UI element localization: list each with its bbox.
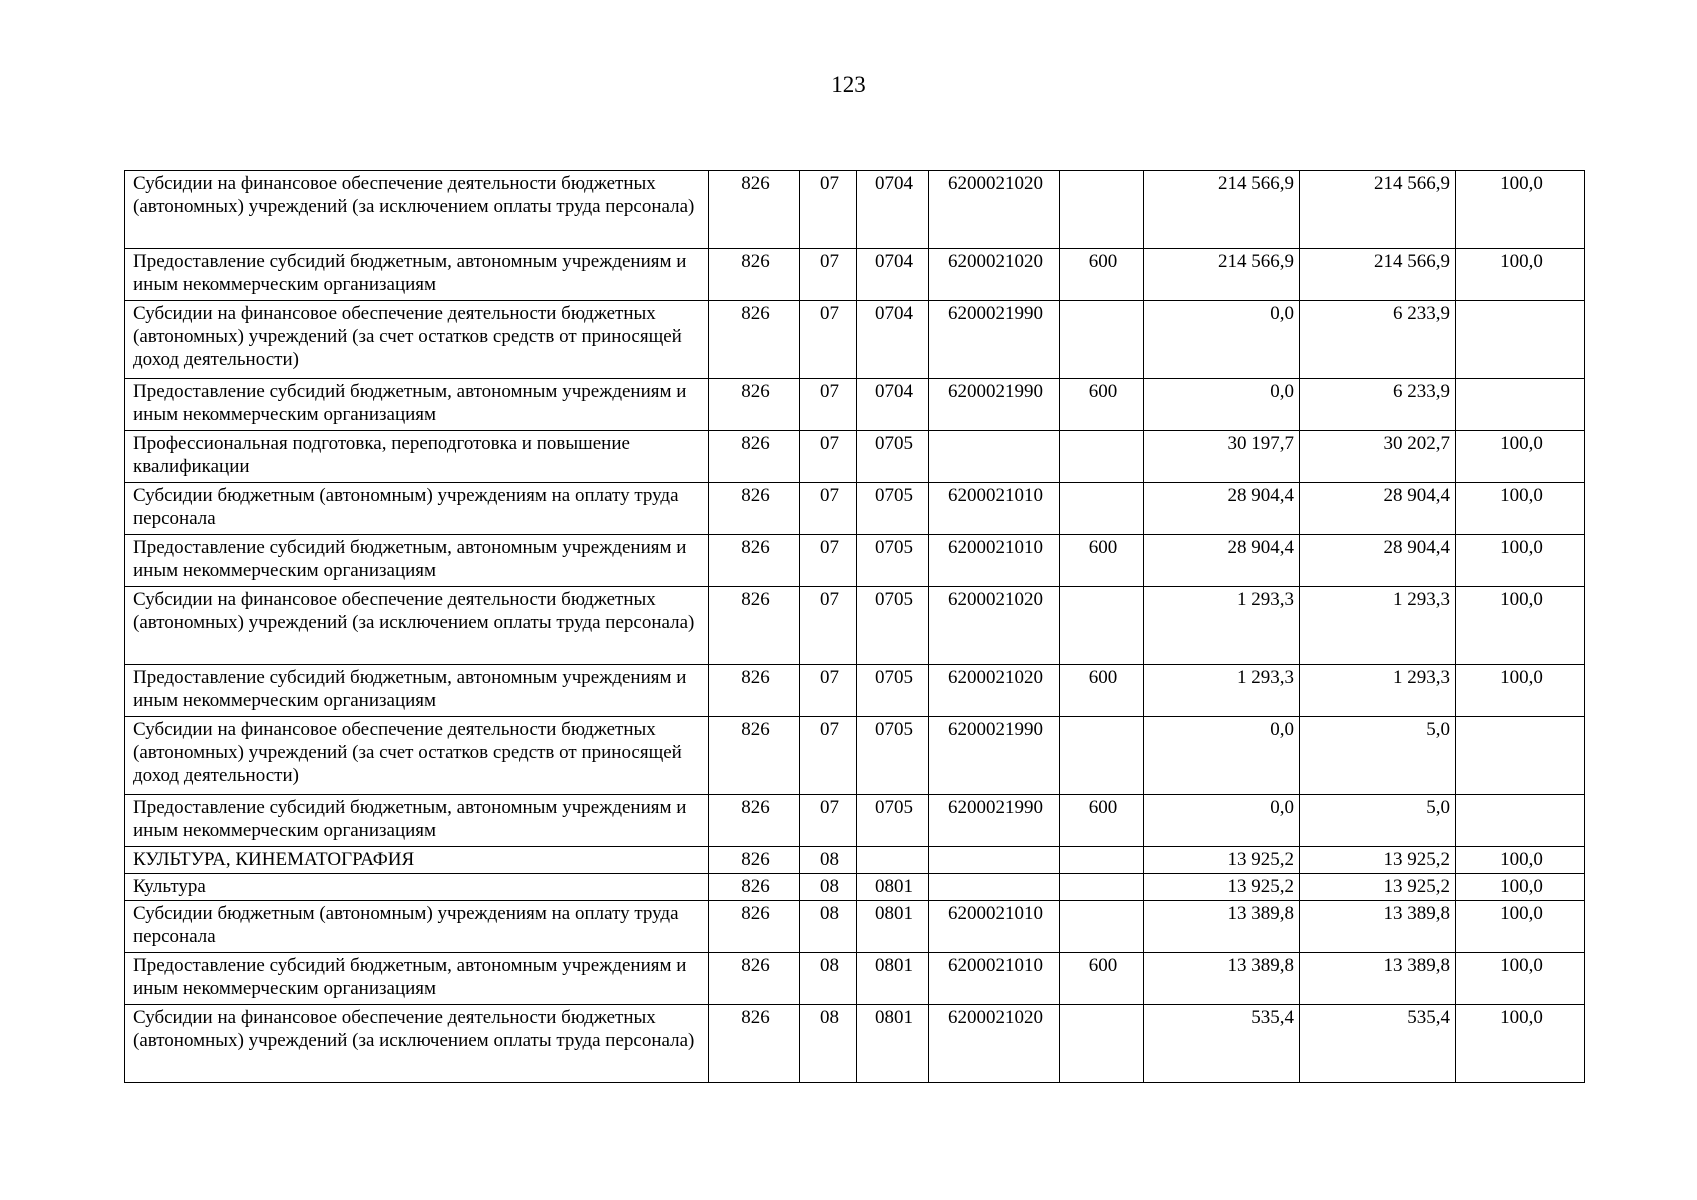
cell-rz: 07	[800, 249, 857, 301]
cell-pr: 0705	[857, 587, 929, 665]
cell-fact: 535,4	[1300, 1005, 1456, 1083]
cell-pct	[1456, 301, 1585, 379]
cell-pr: 0801	[857, 901, 929, 953]
table-row	[125, 249, 1585, 301]
cell-fact: 5,0	[1300, 717, 1456, 795]
cell-name: Предоставление субсидий бюджетным, автономным учреждениям и иным некоммерческим организациям	[125, 379, 709, 431]
cell-plan: 13 389,8	[1144, 953, 1300, 1005]
cell-rz: 07	[800, 431, 857, 483]
cell-ved: 826	[709, 483, 800, 535]
cell-pr: 0705	[857, 717, 929, 795]
cell-name: КУЛЬТУРА, КИНЕМАТОГРАФИЯ	[125, 847, 709, 874]
cell-plan: 535,4	[1144, 1005, 1300, 1083]
cell-pr: 0801	[857, 1005, 929, 1083]
cell-pct: 100,0	[1456, 953, 1585, 1005]
cell-vr	[1060, 171, 1144, 249]
cell-ved: 826	[709, 665, 800, 717]
cell-name: Субсидии на финансовое обеспечение деятельности бюджетных (автономных) учреждений (за исключением оплаты труда персонала)	[125, 587, 709, 665]
cell-rz: 07	[800, 587, 857, 665]
cell-pct: 100,0	[1456, 249, 1585, 301]
cell-ved: 826	[709, 249, 800, 301]
cell-plan: 28 904,4	[1144, 535, 1300, 587]
cell-ved: 826	[709, 901, 800, 953]
table-row	[125, 665, 1585, 717]
cell-name: Предоставление субсидий бюджетным, автономным учреждениям и иным некоммерческим организациям	[125, 535, 709, 587]
cell-pct	[1456, 795, 1585, 847]
cell-rz: 07	[800, 717, 857, 795]
cell-csr: 6200021010	[929, 953, 1060, 1005]
cell-pr: 0705	[857, 483, 929, 535]
cell-csr: 6200021010	[929, 535, 1060, 587]
table-row	[125, 587, 1585, 665]
cell-plan: 30 197,7	[1144, 431, 1300, 483]
cell-ved: 826	[709, 1005, 800, 1083]
cell-fact: 6 233,9	[1300, 379, 1456, 431]
cell-pct: 100,0	[1456, 535, 1585, 587]
cell-pct	[1456, 379, 1585, 431]
cell-rz: 07	[800, 665, 857, 717]
cell-pct: 100,0	[1456, 431, 1585, 483]
cell-fact: 13 389,8	[1300, 953, 1456, 1005]
cell-vr	[1060, 717, 1144, 795]
cell-vr: 600	[1060, 953, 1144, 1005]
cell-pct: 100,0	[1456, 874, 1585, 901]
cell-pct: 100,0	[1456, 587, 1585, 665]
cell-vr	[1060, 483, 1144, 535]
cell-csr: 6200021020	[929, 1005, 1060, 1083]
cell-ved: 826	[709, 717, 800, 795]
cell-plan: 28 904,4	[1144, 483, 1300, 535]
cell-pr: 0705	[857, 431, 929, 483]
cell-plan: 13 925,2	[1144, 874, 1300, 901]
cell-name: Профессиональная подготовка, переподготовка и повышение квалификации	[125, 431, 709, 483]
page-number: 123	[831, 72, 866, 97]
cell-fact: 214 566,9	[1300, 171, 1456, 249]
cell-plan: 214 566,9	[1144, 249, 1300, 301]
budget-table	[124, 170, 1585, 1083]
cell-csr: 6200021020	[929, 171, 1060, 249]
table-row	[125, 301, 1585, 379]
cell-plan: 214 566,9	[1144, 171, 1300, 249]
cell-vr	[1060, 587, 1144, 665]
cell-ved: 826	[709, 171, 800, 249]
table-row	[125, 847, 1585, 874]
cell-ved: 826	[709, 847, 800, 874]
cell-pct: 100,0	[1456, 171, 1585, 249]
cell-rz: 07	[800, 301, 857, 379]
cell-pr: 0705	[857, 795, 929, 847]
table-row	[125, 379, 1585, 431]
cell-vr	[1060, 874, 1144, 901]
cell-pr: 0705	[857, 665, 929, 717]
cell-ved: 826	[709, 379, 800, 431]
cell-rz: 08	[800, 874, 857, 901]
cell-pr: 0801	[857, 874, 929, 901]
cell-ved: 826	[709, 874, 800, 901]
cell-rz: 08	[800, 953, 857, 1005]
cell-csr	[929, 874, 1060, 901]
cell-rz: 07	[800, 171, 857, 249]
table-row	[125, 874, 1585, 901]
cell-name: Субсидии на финансовое обеспечение деятельности бюджетных (автономных) учреждений (за счет остатков средств от приносящей доход деятельности)	[125, 301, 709, 379]
table-row	[125, 717, 1585, 795]
cell-ved: 826	[709, 535, 800, 587]
cell-plan: 1 293,3	[1144, 587, 1300, 665]
cell-pr: 0704	[857, 171, 929, 249]
cell-vr	[1060, 1005, 1144, 1083]
cell-ved: 826	[709, 953, 800, 1005]
cell-pct	[1456, 717, 1585, 795]
cell-csr: 6200021990	[929, 379, 1060, 431]
cell-csr: 6200021010	[929, 483, 1060, 535]
cell-name: Предоставление субсидий бюджетным, автономным учреждениям и иным некоммерческим организациям	[125, 249, 709, 301]
cell-fact: 28 904,4	[1300, 535, 1456, 587]
cell-pr	[857, 847, 929, 874]
cell-name: Предоставление субсидий бюджетным, автономным учреждениям и иным некоммерческим организациям	[125, 665, 709, 717]
cell-plan: 13 925,2	[1144, 847, 1300, 874]
cell-fact: 30 202,7	[1300, 431, 1456, 483]
cell-plan: 1 293,3	[1144, 665, 1300, 717]
cell-pct: 100,0	[1456, 847, 1585, 874]
cell-csr: 6200021990	[929, 717, 1060, 795]
cell-ved: 826	[709, 587, 800, 665]
cell-pct: 100,0	[1456, 901, 1585, 953]
cell-fact: 1 293,3	[1300, 587, 1456, 665]
table-row	[125, 483, 1585, 535]
cell-pr: 0704	[857, 249, 929, 301]
cell-csr: 6200021010	[929, 901, 1060, 953]
cell-vr: 600	[1060, 249, 1144, 301]
cell-csr: 6200021020	[929, 587, 1060, 665]
cell-vr	[1060, 431, 1144, 483]
cell-pr: 0705	[857, 535, 929, 587]
cell-name: Субсидии на финансовое обеспечение деятельности бюджетных (автономных) учреждений (за исключением оплаты труда персонала)	[125, 1005, 709, 1083]
table-row	[125, 171, 1585, 249]
cell-name: Субсидии бюджетным (автономным) учреждениям на оплату труда персонала	[125, 901, 709, 953]
cell-rz: 08	[800, 1005, 857, 1083]
cell-csr	[929, 847, 1060, 874]
cell-rz: 07	[800, 379, 857, 431]
cell-csr	[929, 431, 1060, 483]
cell-rz: 07	[800, 483, 857, 535]
cell-csr: 6200021020	[929, 249, 1060, 301]
cell-fact: 13 925,2	[1300, 847, 1456, 874]
table-row	[125, 953, 1585, 1005]
cell-plan: 0,0	[1144, 795, 1300, 847]
cell-vr: 600	[1060, 535, 1144, 587]
cell-rz: 08	[800, 901, 857, 953]
cell-rz: 07	[800, 795, 857, 847]
cell-fact: 13 389,8	[1300, 901, 1456, 953]
cell-fact: 28 904,4	[1300, 483, 1456, 535]
cell-ved: 826	[709, 301, 800, 379]
cell-plan: 0,0	[1144, 379, 1300, 431]
cell-name: Субсидии на финансовое обеспечение деятельности бюджетных (автономных) учреждений (за счет остатков средств от приносящей доход деятельности)	[125, 717, 709, 795]
table-row	[125, 795, 1585, 847]
cell-fact: 5,0	[1300, 795, 1456, 847]
cell-plan: 13 389,8	[1144, 901, 1300, 953]
cell-csr: 6200021990	[929, 795, 1060, 847]
cell-vr	[1060, 847, 1144, 874]
cell-vr: 600	[1060, 795, 1144, 847]
cell-csr: 6200021020	[929, 665, 1060, 717]
cell-pct: 100,0	[1456, 1005, 1585, 1083]
cell-name: Субсидии на финансовое обеспечение деятельности бюджетных (автономных) учреждений (за исключением оплаты труда персонала)	[125, 171, 709, 249]
cell-pct: 100,0	[1456, 483, 1585, 535]
cell-plan: 0,0	[1144, 717, 1300, 795]
table-row	[125, 1005, 1585, 1083]
cell-fact: 13 925,2	[1300, 874, 1456, 901]
table-row	[125, 901, 1585, 953]
cell-rz: 08	[800, 847, 857, 874]
cell-ved: 826	[709, 795, 800, 847]
cell-name: Субсидии бюджетным (автономным) учреждениям на оплату труда персонала	[125, 483, 709, 535]
cell-plan: 0,0	[1144, 301, 1300, 379]
cell-fact: 214 566,9	[1300, 249, 1456, 301]
cell-name: Предоставление субсидий бюджетным, автономным учреждениям и иным некоммерческим организациям	[125, 795, 709, 847]
cell-fact: 1 293,3	[1300, 665, 1456, 717]
cell-vr: 600	[1060, 665, 1144, 717]
cell-fact: 6 233,9	[1300, 301, 1456, 379]
cell-csr: 6200021990	[929, 301, 1060, 379]
cell-rz: 07	[800, 535, 857, 587]
cell-vr: 600	[1060, 379, 1144, 431]
cell-pr: 0704	[857, 301, 929, 379]
cell-name: Предоставление субсидий бюджетным, автономным учреждениям и иным некоммерческим организациям	[125, 953, 709, 1005]
cell-vr	[1060, 901, 1144, 953]
cell-pr: 0801	[857, 953, 929, 1005]
cell-ved: 826	[709, 431, 800, 483]
cell-name: Культура	[125, 874, 709, 901]
table-row	[125, 431, 1585, 483]
cell-vr	[1060, 301, 1144, 379]
table-row	[125, 535, 1585, 587]
cell-pr: 0704	[857, 379, 929, 431]
cell-pct: 100,0	[1456, 665, 1585, 717]
